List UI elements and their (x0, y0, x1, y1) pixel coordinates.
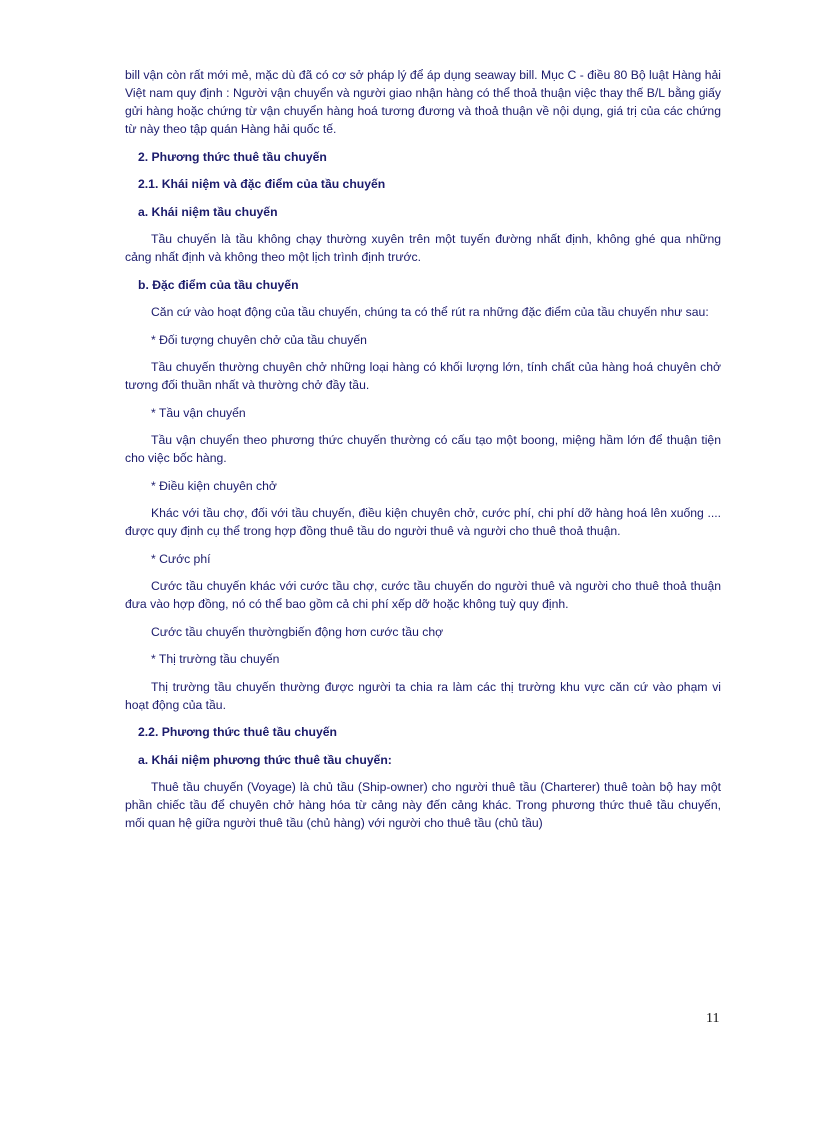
paragraph: Tầu vận chuyển theo phương thức chuyến thường có cấu tạo một boong, miệng hầm lớn để thuận tiện cho việc bốc hàng. (125, 433, 721, 465)
paragraph: Cước tầu chuyến khác với cước tầu chợ, cước tầu chuyến do người thuê và người cho thuê thoả thuận đưa vào hợp đồng, nó có thể bao gồm cả chi phí xếp dỡ hoặc không tuỳ quy định. (125, 579, 721, 611)
bullet-item: * Điều kiện chuyên chở (151, 478, 277, 493)
heading-2-2: 2.2. Phương thức thuê tầu chuyến (138, 725, 337, 739)
heading-a2: a. Khái niệm phương thức thuê tầu chuyến: (138, 752, 392, 767)
page-number: 11 (706, 1011, 720, 1026)
heading-2: 2. Phương thức thuê tầu chuyến (138, 149, 327, 164)
bullet-item: * Thị trường tầu chuyến (151, 652, 280, 666)
bullet-item: * Cước phí (151, 551, 211, 566)
document-body (125, 66, 721, 842)
paragraph: Thuê tầu chuyến (Voyage) là chủ tầu (Ship-owner) cho người thuê tầu (Charterer) thuê toàn bộ hay một phần chiếc tầu để chuyên chở hàng hóa từ cảng này đến cảng khác. Trong phương thức thuê tầu chuyến, mối quan hệ giữa người thuê tầu (chủ hàng) với người cho thuê tầu (chủ tầu) (125, 780, 721, 830)
paragraph: Khác với tầu chợ, đối với tầu chuyến, điều kiện chuyên chở, cước phí, chi phí dỡ hàng hoá lên xuống .... được quy định cụ thể trong hợp đồng thuê tầu do người thuê và người cho thuê thoả thuận. (125, 506, 721, 538)
paragraph: Căn cứ vào hoạt động của tầu chuyến, chúng ta có thể rút ra những đặc điểm của tầu chuyến như sau: (151, 305, 709, 319)
bullet-item: * Tầu vận chuyển (151, 405, 246, 420)
paragraph: Thị trường tầu chuyến thường được người ta chia ra làm các thị trường khu vực căn cứ vào phạm vi hoạt động của tầu. (125, 679, 721, 712)
heading-b: b. Đặc điểm của tầu chuyến (138, 277, 299, 292)
heading-a: a. Khái niệm tầu chuyến (138, 204, 278, 219)
paragraph: Cước tầu chuyến thườngbiến động hơn cước tầu chợ (151, 624, 444, 639)
paragraph: Tầu chuyến là tầu không chạy thường xuyên trên một tuyến đường nhất định, không ghé qua những cảng nhất định và không theo một lịch trình định trước. (125, 232, 721, 264)
paragraph: Tầu chuyến thường chuyên chở những loại hàng có khối lượng lớn, tính chất của hàng hoá chuyên chở tương đối thuần nhất và thường chở đầy tầu. (125, 360, 721, 392)
bullet-item: * Đối tượng chuyên chở của tầu chuyến (151, 332, 367, 347)
heading-2-1: 2.1. Khái niệm và đặc điểm của tầu chuyến (138, 177, 386, 191)
paragraph: bill vận còn rất mới mẻ, mặc dù đã có cơ sở pháp lý để áp dụng seaway bill. Mục C - điều 80 Bộ luật Hàng hải Việt nam quy định : Người vận chuyển và người giao nhận hàng có thể thoả thuận việc thay thế B/L bằng giấy gửi hàng hoặc chứng từ vận chuyển hàng hoá tương đương và thoả thuận về nội dụng, giá trị của các chứng từ này theo tập quán Hàng hải quốc tế. (125, 68, 721, 136)
